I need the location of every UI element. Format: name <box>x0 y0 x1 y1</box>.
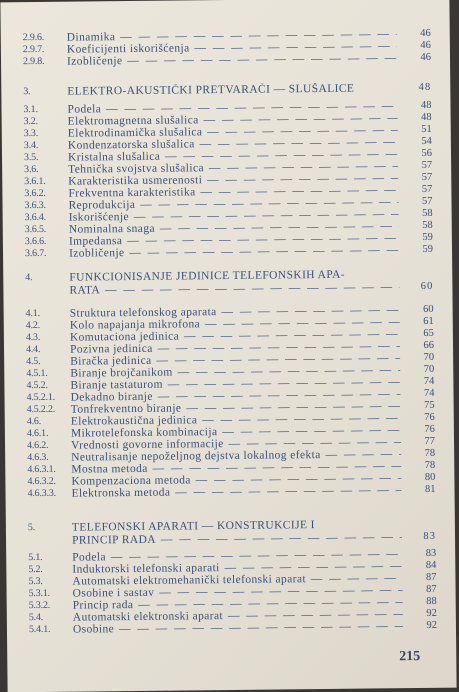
toc-entry-title: Komutaciona jedinica — — — <box>70 328 400 343</box>
toc-entry-page: 46 <box>401 52 431 64</box>
toc-entry-number: 5.3.1. <box>29 588 75 600</box>
toc-entry-page: 92 <box>407 608 437 620</box>
toc-entry-number: 3.5. <box>24 152 70 164</box>
toc-entry-number: 3.6.5. <box>25 224 71 236</box>
toc-entry-page: 70 <box>404 364 434 376</box>
toc-entry-number: 3.6.7. <box>25 248 71 260</box>
toc-entry-number: 3.4. <box>24 140 70 152</box>
toc-entry-title: Dinamika — — — <box>67 28 397 43</box>
toc-entry-page: 57 <box>402 160 432 172</box>
toc-entry-number: 4.5.2. <box>26 380 72 392</box>
toc-entry-page: 48 <box>401 82 431 94</box>
toc-entry-title: Vrednosti govorne informacije — — — <box>71 436 401 451</box>
toc-entry-title: PRINCIP RADA — — — <box>72 531 402 546</box>
toc-entry-page: 65 <box>404 328 434 340</box>
toc-entry-page: 51 <box>402 124 432 136</box>
toc-entry-number: 4.5. <box>26 356 72 368</box>
toc-entry-number: 5. <box>28 522 74 534</box>
toc-entry-title: Impedansa — — — <box>69 232 399 247</box>
toc-entry-title: Koeficijenti iskorišćenja — — — <box>67 40 397 55</box>
toc-entry-title: Reprodukcija — — — <box>68 196 398 211</box>
toc-entry-page: 59 <box>403 244 433 256</box>
toc-entry-page: 46 <box>401 40 431 52</box>
toc-entry-title: Karakteristika usmerenosti — — — <box>68 172 398 187</box>
toc-entry-title: Izobličenje — — — <box>67 52 397 67</box>
toc-entry-page: 76 <box>405 412 435 424</box>
toc-entry-number: 3. <box>23 86 69 98</box>
toc-entry-title: Struktura telefonskog aparata — — — <box>70 304 400 319</box>
toc-entry-page: 75 <box>405 400 435 412</box>
toc-entry-page: 57 <box>402 184 432 196</box>
toc-entry-page: 54 <box>402 136 432 148</box>
toc-entry-title: Osobine i sastav — — — <box>73 584 403 599</box>
toc-chapter-heading <box>23 82 431 98</box>
toc-entry-title: Mikrotelefonska kombinacija — — — <box>71 424 401 439</box>
toc-entry-page: 66 <box>404 340 434 352</box>
toc-entry-page: 87 <box>407 584 437 596</box>
toc-entry-page: 57 <box>402 196 432 208</box>
toc-entry-page: 81 <box>405 484 435 496</box>
toc-entry-page: 83 <box>406 531 436 543</box>
toc-entry-title: Nominalna snaga — — — <box>69 220 399 235</box>
toc-entry-title: Elektronska metoda — — — <box>71 484 401 499</box>
toc-entry-title: Frekventna karakteristika — — — <box>68 184 398 199</box>
toc-entry-number: 3.6.6. <box>25 236 71 248</box>
toc-entry-number: 4.2. <box>26 320 72 332</box>
toc-entry-page: 92 <box>407 620 437 632</box>
toc-entry-page: 58 <box>403 220 433 232</box>
toc-entry-number: 3.6.1. <box>24 176 70 188</box>
toc-entry-page: 76 <box>405 424 435 436</box>
toc-entry-page: 48 <box>402 112 432 124</box>
toc-entry-title: Biračka jedinica — — — <box>70 352 400 367</box>
toc-entry-page: 80 <box>405 472 435 484</box>
toc-entry-number: 4.6.2. <box>27 440 73 452</box>
toc-entry-title: Mostna metoda — — — <box>71 460 401 475</box>
toc-entry-number: 4.1. <box>26 308 72 320</box>
toc-entry-title: Kristalna slušalica — — — <box>68 148 398 163</box>
toc-entry-number: 3.3. <box>24 128 70 140</box>
toc-entry-number: 3.6.2. <box>24 188 70 200</box>
toc-entry-title: Elektromagnetna slušalica — — — <box>68 112 398 127</box>
toc-entry-title: TELEFONSKI APARATI — KONSTRUKCIJE I <box>72 518 436 534</box>
toc-entry-page: 84 <box>406 560 436 572</box>
toc-entry-page: 56 <box>402 148 432 160</box>
toc-entry-title: Biranje brojčanikom — — — <box>70 364 400 379</box>
toc-entry-title: Podela — — — <box>67 100 397 115</box>
toc-entry-page: 87 <box>406 572 436 584</box>
toc-entry-page: 48 <box>401 100 431 112</box>
toc-entry-number: 4.5.1. <box>26 368 72 380</box>
toc-entry-title: Podela — — — <box>72 548 402 563</box>
toc-entry-number: 4.4. <box>26 344 72 356</box>
toc-entry-number: 3.6. <box>24 164 70 176</box>
toc-entry-number: 5.2. <box>28 564 74 576</box>
toc-entry-number: 4.5.2.2. <box>27 404 73 416</box>
toc-entry-number: 4.6. <box>27 416 73 428</box>
toc-entry-title: RATA — — — <box>69 281 399 296</box>
toc-entry-title: Automatski elektronski aparat — — — <box>73 608 403 623</box>
toc-entry-title: Tonfrekventno biranje — — — <box>71 400 401 415</box>
toc-entry-title: Pozivna jedinica — — — <box>70 340 400 355</box>
toc-entry-title: Elektrokaustična jedinica — — — <box>71 412 401 427</box>
toc-entry-number: 2.9.6. <box>23 32 69 44</box>
toc-entry-title: Elektrodinamička slušalica — — — <box>68 124 398 139</box>
toc-entry-title: Biranje tastaturom — — — <box>70 376 400 391</box>
toc-entry-number: 4.6.3.3. <box>27 488 73 500</box>
toc-entry-number: 5.4. <box>29 612 75 624</box>
toc-entry-number: 3.2. <box>24 116 70 128</box>
toc-entry-number: 5.4.1. <box>29 624 75 636</box>
toc-entry-title: Dekadno biranje — — — <box>70 388 400 403</box>
toc-entry-title: Izobličenje — — — <box>69 244 399 259</box>
toc-entry-title: Neutralisanje nepoželjnog dejstva lokalnog efekta — — — <box>71 448 401 463</box>
toc-entry-number: 4.6.3.1. <box>27 464 73 476</box>
toc-entry-page: 58 <box>403 208 433 220</box>
toc-entry-title: Tehnička svojstva slušalica — — — <box>68 160 398 175</box>
toc-entry-number: 3.6.3. <box>24 200 70 212</box>
toc-entry-title: Induktorski telefonski aparati — — — <box>72 560 402 575</box>
toc-entry-number: 4.3. <box>26 332 72 344</box>
toc-entry-number: 4.6.3. <box>27 452 73 464</box>
toc-entry-number: 4.5.2.1. <box>26 392 72 404</box>
toc-entry-page: 60 <box>403 281 433 293</box>
toc-entry-number: 2.9.7. <box>23 44 69 56</box>
toc-entry-title: FUNKCIONISANJE JEDINICE TELEFONSKIH APA- <box>69 268 433 284</box>
toc-entry-number: 5.3.2. <box>29 600 75 612</box>
toc-entry-number: 3.1. <box>23 104 69 116</box>
toc-entry-page: 83 <box>406 548 436 560</box>
page-number: 215 <box>399 649 420 665</box>
toc-entry-page: 46 <box>401 28 431 40</box>
toc-entry-page: 60 <box>404 304 434 316</box>
toc-entry-page: 59 <box>403 232 433 244</box>
toc-entry-title: Princip rada — — — <box>73 596 403 611</box>
toc-entry-page: 57 <box>402 172 432 184</box>
toc-entry-number: 3.6.4. <box>25 212 71 224</box>
toc-entry-number: 4.6.3.2. <box>27 476 73 488</box>
toc-entry-page: 61 <box>404 316 434 328</box>
toc-entry-title: Kondenzatorska slušalica — — — <box>68 136 398 151</box>
toc-entry-title: Automatski elektromehanički telefonski aparat — — — <box>72 572 402 587</box>
toc-entry-page: 70 <box>404 352 434 364</box>
toc-entry-title: Kompenzaciona metoda — — — <box>71 472 401 487</box>
toc-entry-title: Osobine — — — <box>73 620 403 635</box>
toc-entry-number: 5.1. <box>28 552 74 564</box>
toc-entry-page: 78 <box>405 448 435 460</box>
toc-entry-number: 4.6.1. <box>27 428 73 440</box>
toc-entry-page: 88 <box>407 596 437 608</box>
toc-entry-page: 78 <box>405 460 435 472</box>
toc-entry-number: 5.3. <box>28 576 74 588</box>
toc-entry-page: 74 <box>404 376 434 388</box>
toc-entry-page: 74 <box>404 388 434 400</box>
toc-entry-number: 4. <box>25 272 71 284</box>
toc-entry-title: Kolo napajanja mikrofona — — — <box>70 316 400 331</box>
toc-entry-title: Iskorišćenje — — — <box>69 208 399 223</box>
toc-entry-number: 2.9.8. <box>23 56 69 68</box>
toc-entry-page: 77 <box>405 436 435 448</box>
toc-list <box>0 0 449 2</box>
toc-entry-title: ELEKTRO-AKUSTIČKI PRETVARAČI — SLUŠALICE <box>67 82 397 97</box>
